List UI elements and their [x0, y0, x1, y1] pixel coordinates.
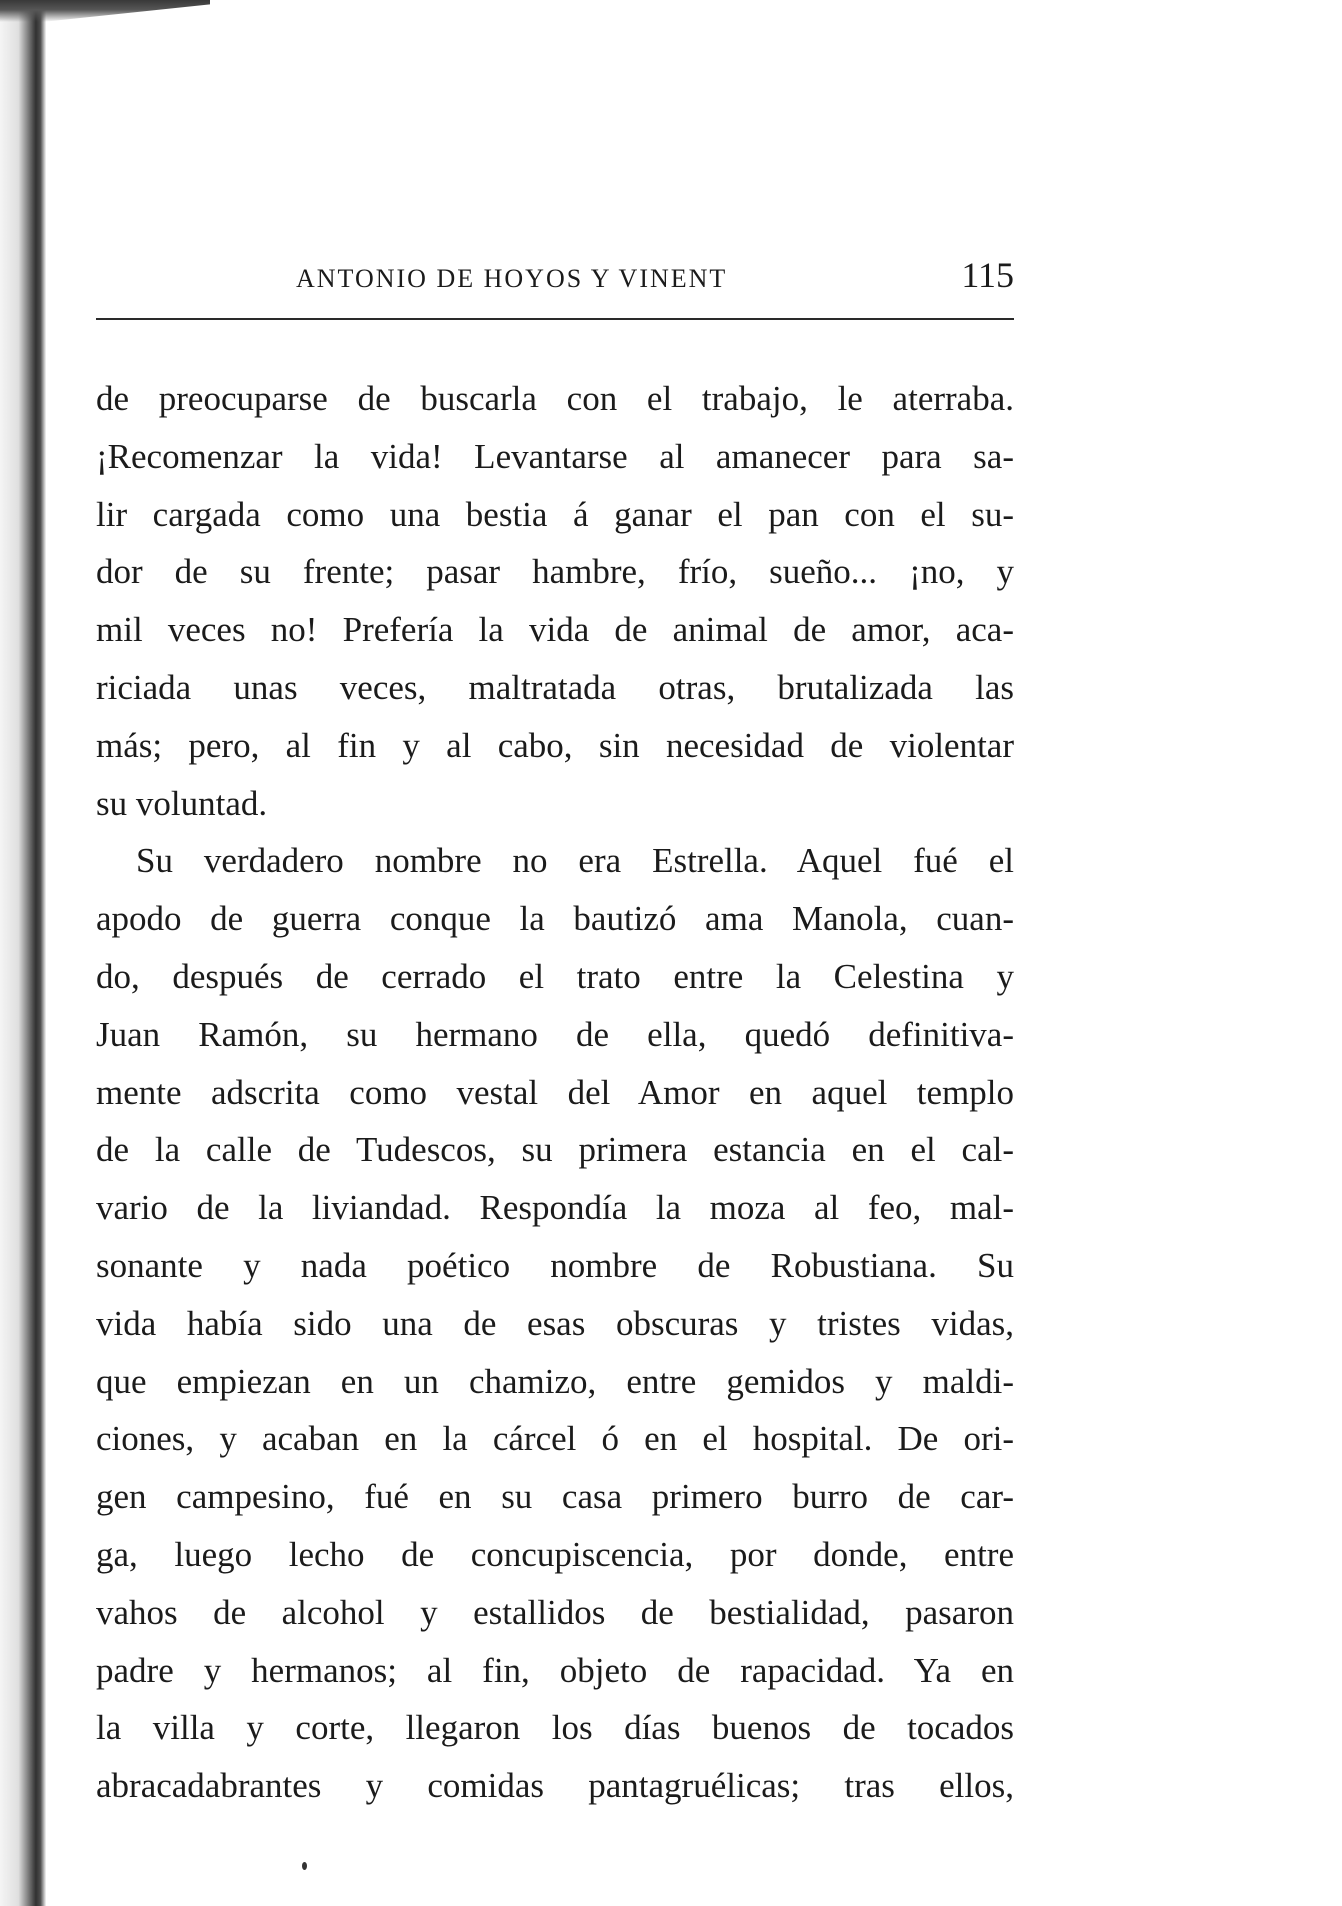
text-line: de preocuparse de buscarla con el trabajo, le aterraba. — [96, 379, 1014, 418]
text-line: su voluntad. — [96, 783, 268, 823]
running-title: ANTONIO DE HOYOS Y VINENT — [296, 264, 728, 293]
text-line: padre y hermanos; al fin, objeto de rapacidad. Ya en — [96, 1650, 1014, 1690]
page-tear-mark — [0, 0, 210, 22]
text-line: Juan Ramón, su hermano de ella, quedó definitiva- — [96, 1014, 1014, 1054]
running-head — [96, 252, 1014, 300]
book-binding-edge — [0, 0, 46, 1906]
text-line: Su verdadero nombre no era Estrella. Aquel fué el — [136, 841, 1014, 881]
text-line: abracadabrantes y comidas pantagruélicas; tras ellos, — [96, 1766, 1014, 1806]
text-line: lir cargada como una bestia á ganar el pan con el su- — [96, 494, 1014, 534]
text-line: dor de su frente; pasar hambre, frío, sueño... ¡no, y — [96, 552, 1014, 592]
text-line: la villa y corte, llegaron los días buenos de tocados — [96, 1708, 1014, 1748]
text-line: apodo de guerra conque la bautizó ama Manola, cuan- — [96, 899, 1014, 939]
text-line: que empiezan en un chamizo, entre gemidos y maldi- — [96, 1361, 1014, 1401]
text-line: do, después de cerrado el trato entre la Celestina y — [96, 956, 1014, 996]
text-line: vida había sido una de esas obscuras y tristes vidas, — [96, 1303, 1014, 1343]
text-line: riciada unas veces, maltratada otras, brutalizada las — [96, 667, 1014, 707]
text-line: ¡Recomenzar la vida! Levantarse al amanecer para sa- — [96, 436, 1014, 476]
text-line: ga, luego lecho de concupiscencia, por donde, entre — [96, 1534, 1014, 1574]
text-line: vario de la liviandad. Respondía la moza al feo, mal- — [96, 1188, 1014, 1228]
text-line: vahos de alcohol y estallidos de bestialidad, pasaron — [96, 1592, 1014, 1632]
ink-speck — [302, 1862, 307, 1870]
header-rule — [96, 318, 1014, 320]
text-line: mil veces no! Prefería la vida de animal de amor, aca- — [96, 610, 1014, 650]
text-line: de la calle de Tudescos, su primera estancia en el cal- — [96, 1130, 1014, 1170]
page-number: 115 — [961, 255, 1014, 295]
text-line: ciones, y acaban en la cárcel ó en el hospital. De ori- — [96, 1419, 1014, 1459]
text-line: más; pero, al fin y al cabo, sin necesidad de violentar — [96, 725, 1014, 765]
paragraph — [96, 370, 1014, 832]
body-text — [96, 370, 1014, 1815]
paragraph — [96, 832, 1014, 1815]
text-line: gen campesino, fué en su casa primero burro de car- — [96, 1477, 1014, 1517]
text-line: mente adscrita como vestal del Amor en aquel templo — [96, 1072, 1014, 1112]
text-line: sonante y nada poético nombre de Robustiana. Su — [96, 1245, 1014, 1285]
